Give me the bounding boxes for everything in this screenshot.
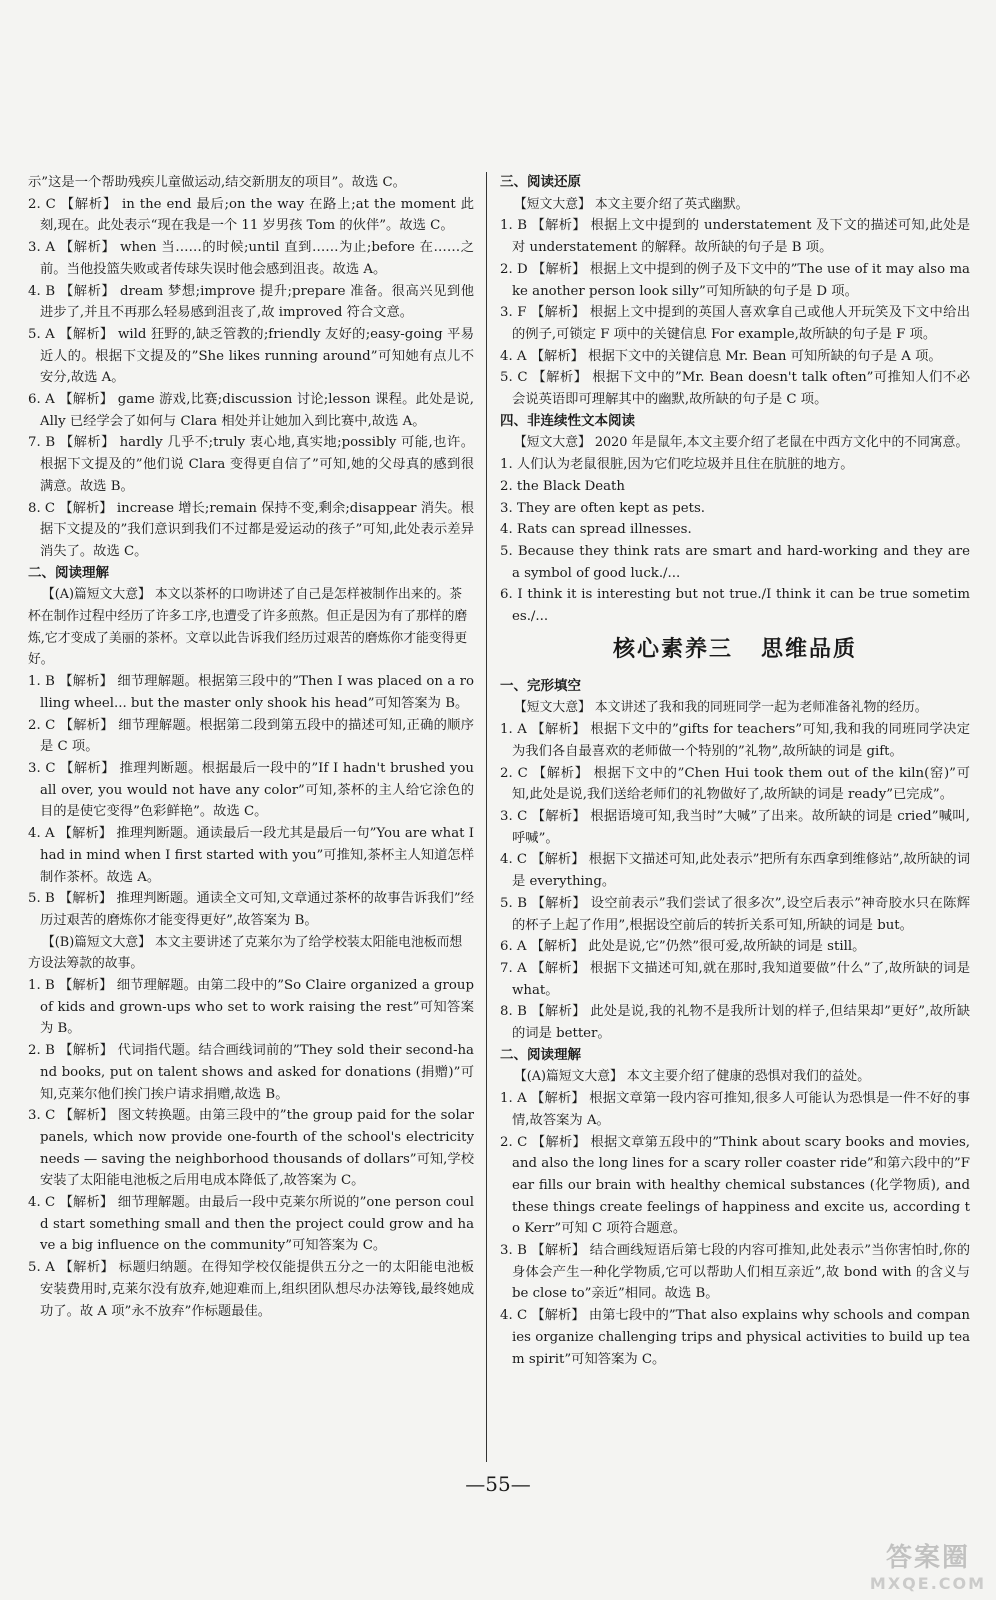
answer-item: 4. C 【解析】 由第七段中的”That also explains why schools and companies organize challenging trips and physical activities to build up team spirit”可知答案为 C。 — [500, 1308, 970, 1367]
left-column — [28, 172, 474, 1322]
answer-item: 3. B 【解析】 结合画线短语后第七段的内容可推知,此处表示”当你害怕时,你的身体会产生一种化学物质,它可以帮助人们相互亲近”,故 bond with 的含义与 be close to”亲近”相同。故选 B。 — [500, 1243, 970, 1302]
answer-item: 5. A 【解析】 wild 狂野的,缺乏管教的;friendly 友好的;easy-going 平易近人的。根据下文提及的”She likes running around”可知她有点儿不安分,故选 A。 — [28, 326, 474, 386]
passage-summary: 【短文大意】 本文讲述了我和我的同班同学一起为老师准备礼物的经历。 — [514, 700, 928, 716]
answer-item: 1. B 【解析】 细节理解题。由第二段中的”So Claire organized a group of kids and grown-ups who set to work raising the rest”可知答案为 B。 — [28, 978, 474, 1037]
answer-item: 1. B 【解析】 根据上文中提到的 understatement 及下文的描述可知,此处是对 understatement 的解释。故所缺的句子是 B 项。 — [500, 218, 970, 256]
section-heading: 四、非连续性文本阅读 — [500, 412, 635, 429]
answer-item: 7. A 【解析】 根据下文描述可知,就在那时,我知道要做”什么”了,故所缺的词是 what。 — [500, 960, 970, 998]
answer-item: 3. C 【解析】 图文转换题。由第三段中的”the group paid for the solar panels, which now provide one-fourth of the school's electricity needs — saving the neighborhood thousands of dollars”可知,学校安装了太阳能电池板之后用电成本降低了,故答案为 C。 — [28, 1108, 475, 1189]
section-heading: 一、完形填空 — [500, 677, 581, 694]
answer-item: 4. Rats can spread illnesses. — [500, 522, 692, 538]
passage-summary: 【短文大意】 2020 年是鼠年,本文主要介绍了老鼠在中西方文化中的不同寓意。 — [514, 435, 969, 451]
answer-item: 2. C 【解析】 根据下文中的”Chen Hui took them out of the kiln(窑)”可知,此处是说,我们送给老师们的礼物做好了,故所缺的词是 ready”已完成”。 — [500, 765, 970, 803]
passage-summary: 【(A)篇短文大意】 本文主要介绍了健康的恐惧对我们的益处。 — [514, 1069, 871, 1085]
section-title-main: 核心素养三 — [612, 636, 733, 662]
section-heading: 二、阅读理解 — [28, 564, 109, 581]
answer-item: 2. D 【解析】 根据上文中提到的例子及下文中的”The use of it may also make another person look silly”可知所缺的句子是 D 项。 — [500, 261, 970, 299]
answer-item: 5. A 【解析】 标题归纳题。在得知学校仅能提供五分之一的太阳能电池板安装费用时,克莱尔没有放弃,她迎难而上,组织团队想尽办法筹钱,最终她成功了。故 A 项”永不放弃”作标题最佳。 — [28, 1260, 474, 1319]
watermark-top-text: 答案圈 — [885, 1543, 970, 1573]
column-divider — [486, 172, 487, 1462]
answer-item: 5. B 【解析】 设空前表示”我们尝试了很多次”,设空后表示”神奇胶水只在陈辉的杯子上起了作用”,根据设空前后的转折关系可知,所缺的词是 but。 — [500, 895, 970, 933]
answer-item: 3. F 【解析】 根据上文中提到的英国人喜欢拿自己或他人开玩笑及下文中给出的例子,可锁定 F 项中的关键信息 For example,故所缺的句子是 F 项。 — [500, 305, 970, 342]
answer-item: 2. B 【解析】 代词指代题。结合画线词前的”They sold their second-hand books, put on talent shows and asked for donations (捐赠)”可知,克莱尔他们挨门挨户请求捐赠,故选 B。 — [28, 1043, 474, 1102]
answer-item: 5. C 【解析】 根据下文中的”Mr. Bean doesn't talk often”可推知人们不必会说英语即可理解其中的幽默,故所缺的句子是 C 项。 — [500, 370, 970, 408]
answer-item: 4. A 【解析】 根据下文中的关键信息 Mr. Bean 可知所缺的句子是 A 项。 — [500, 348, 942, 364]
answer-item: 6. A 【解析】 game 游戏,比赛;discussion 讨论;lesson 课程。此处是说,Ally 已经学会了如何与 Clara 相处并让她加入到比赛中,故选 A。 — [28, 392, 474, 429]
answer-item: 2. C 【解析】 细节理解题。根据第二段到第五段中的描述可知,正确的顺序是 C 项。 — [28, 717, 474, 755]
answer-item: 3. They are often kept as pets. — [500, 500, 706, 516]
answer-item: 7. B 【解析】 hardly 几乎不;truly 衷心地,真实地;possibly 可能,也许。根据下文提及的”他们说 Clara 变得更自信了”可知,她的父母真的感到很满意。故选 B。 — [28, 435, 474, 494]
answer-item: 5. Because they think rats are smart and hard-working and they are a symbol of good luck./... — [500, 543, 970, 581]
section-heading: 三、阅读还原 — [500, 174, 581, 190]
answer-item: 6. A 【解析】 此处是说,它”仍然”很可爱,故所缺的词是 still。 — [500, 939, 866, 955]
section-heading: 二、阅读理解 — [500, 1046, 581, 1063]
right-column — [500, 172, 970, 1370]
answer-item: 3. C 【解析】 推理判断题。根据最后一段中的”If I hadn't brushed you all over, you would not have any color”可知,茶杯的主人给它涂色的目的是使它变得”色彩鲜艳”。故选 C。 — [28, 760, 474, 820]
page-number: —55— — [465, 1472, 531, 1496]
section-title-sub: 思维品质 — [761, 636, 858, 662]
answer-item: 1. 人们认为老鼠很脏,因为它们吃垃圾并且住在肮脏的地方。 — [500, 457, 854, 473]
answer-item: 2. C 【解析】 根据文章第五段中的”Think about scary books and movies, and also the long lines for a scary roller coaster ride”和第六段中的”Fear fills our brain with healthy chemical substances (化学物质), and these things create feelings of happiness and excite us, according to Kerr”可知 C 项符合题意。 — [500, 1134, 970, 1237]
answer-item: 4. C 【解析】 根据下文描述可知,此处表示”把所有东西拿到维修站”,故所缺的词是 everything。 — [500, 852, 970, 890]
answer-item: 1. B 【解析】 细节理解题。根据第三段中的”Then I was placed on a rolling wheel... but the master only shook his head”可知答案为 B。 — [28, 674, 474, 711]
answer-item: 8. C 【解析】 increase 增长;remain 保持不变,剩余;disappear 消失。根据下文提及的”我们意识到我们不过都是爱运动的孩子”可知,此处表示差异消失了。故选 C。 — [28, 500, 474, 559]
answer-item: 5. B 【解析】 推理判断题。通读全文可知,文章通过茶杯的故事告诉我们”经历过艰苦的磨炼你才能变得更好”,故答案为 B。 — [28, 891, 474, 928]
answer-text: 示”这是一个帮助残疾儿童做运动,结交新朋友的项目”。故选 C。 — [28, 175, 406, 190]
watermark-bottom-text: MXQE.COM — [869, 1574, 987, 1593]
section-title — [500, 636, 970, 664]
answer-item: 3. A 【解析】 when 当……的时候;until 直到……为止;before 在……之前。当他投篮失败或者传球失误时他会感到沮丧。故选 A。 — [28, 240, 474, 277]
answer-item: 3. C 【解析】 根据语境可知,我当时”大喊”了出来。故所缺的词是 cried”喊叫,呼喊”。 — [500, 808, 970, 846]
passage-summary: 【(B)篇短文大意】 本文主要讲述了克莱尔为了给学校装太阳能电池板而想方设法筹款的故事。 — [28, 934, 463, 972]
answer-item: 4. A 【解析】 推理判断题。通读最后一段尤其是最后一句”You are what I had in mind when I first started with you”可推知,茶杯主人知道怎样制作茶杯。故选 A。 — [28, 826, 474, 885]
answer-item: 8. B 【解析】 此处是说,我的礼物不是我所计划的样子,但结果却”更好”,故所缺的词是 better。 — [500, 1004, 970, 1042]
answer-item: 2. the Black Death — [500, 478, 625, 494]
watermark-logo — [868, 1536, 988, 1594]
answer-item: 4. B 【解析】 dream 梦想;improve 提升;prepare 准备。很高兴见到他进步了,并且不再那么轻易感到沮丧了,故 improved 符合文意。 — [28, 283, 474, 321]
answer-item: 2. C 【解析】 in the end 最后;on the way 在路上;at the moment 此刻,现在。此处表示“现在我是一个 11 岁男孩 Tom 的伙伴”。故选 C。 — [28, 196, 474, 234]
passage-summary: 【短文大意】 本文主要介绍了英式幽默。 — [514, 196, 749, 212]
answer-item: 6. I think it is interesting but not true./I think it can be true sometimes./... — [500, 587, 970, 625]
answer-item: 1. A 【解析】 根据文章第一段内容可推知,很多人可能认为恐惧是一件不好的事情,故答案为 A。 — [500, 1091, 970, 1128]
answer-item: 1. A 【解析】 根据下文中的”gifts for teachers”可知,我和我的同班同学决定为我们各自最喜欢的老师做一个特别的”礼物”,故所缺的词是 gift。 — [500, 722, 970, 759]
passage-summary: 【(A)篇短文大意】 本文以茶杯的口吻讲述了自己是怎样被制作出来的。茶杯在制作过程中经历了许多工序,也遭受了许多煎熬。但正是因为有了那样的磨炼,它才变成了美丽的茶杯。文章以此告诉我们经历过艰苦的磨炼你才能变得更好。 — [28, 587, 468, 668]
answer-item: 4. C 【解析】 细节理解题。由最后一段中克莱尔所说的”one person could start something small and then the project could grow and have a big influence on the community”可知答案为 C。 — [28, 1195, 474, 1254]
